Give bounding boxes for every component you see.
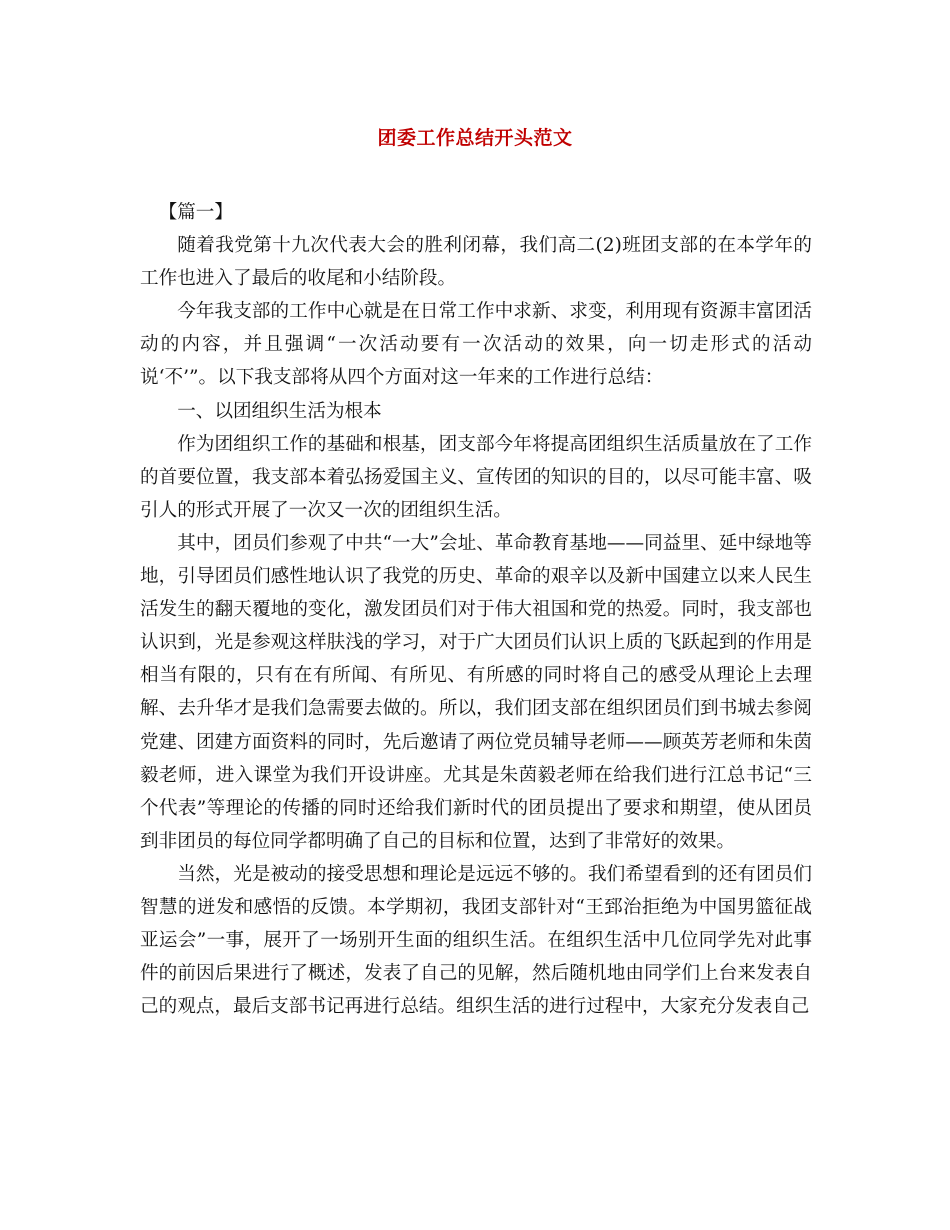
paragraph-4: 其中，团员们参观了中共“一大”会址、革命教育基地——同益里、延中绿地等地，引导团员们感性地认识了我党的历史、革命的艰辛以及新中国建立以来人民生活发生的翻天覆地的变化，激发团员们对于伟大祖国和党的热爱。同时，我支部也认识到，光是参观这样肤浅的学习，对于广大团员们认识上质的飞跃起到的作用是相当有限的，只有在有所闻、有所见、有所感的同时将自己的感受从理论上去理解、去升华才是我们急需要去做的。所以，我们团支部在组织团员们到书城去参阅党建、团建方面资料的同时，先后邀请了两位党员辅导老师——顾英芳老师和朱茵毅老师，进入课堂为我们开设讲座。尤其是朱茵毅老师在给我们进行江总书记“三个代表”等理论的传播的同时还给我们新时代的团员提出了要求和期望，使从团员到非团员的每位同学都明确了自己的目标和位置，达到了非常好的效果。 [140,532,812,852]
paragraph-1: 随着我党第十九次代表大会的胜利闭幕，我们高二(2)班团支部的在本学年的工作也进入了最后的收尾和小结阶段。 [140,235,812,290]
paragraph-3: 作为团组织工作的基础和根基，团支部今年将提高团组织生活质量放在了工作的首要位置，我支部本着弘扬爱国主义、宣传团的知识的目的，以尽可能丰富、吸引人的形式开展了一次又一次的团组织生活。 [140,433,812,521]
paragraph-5: 当然，光是被动的接受思想和理论是远远不够的。我们希望看到的还有团员们智慧的迸发和感悟的反馈。本学期初，我团支部针对“王郅治拒绝为中国男篮征战亚运会”一事，展开了一场别开生面的组织生活。在组织生活中几位同学先对此事件的前因后果进行了概述，发表了自己的见解，然后随机地由同学们上台来发表自己的观点，最后支部书记再进行总结。组织生活的进行过程中，大家充分发表自己 [140,863,812,1018]
document-body [140,196,812,1023]
paragraph-2: 今年我支部的工作中心就是在日常工作中求新、求变，利用现有资源丰富团活动的内容，并且强调“一次活动要有一次活动的效果，向一切走形式的活动说‘不’”。以下我支部将从四个方面对这一年来的工作进行总结： [140,301,812,389]
document-title: 团委工作总结开头范文 [377,127,573,149]
section-heading-1: 一、以团组织生活为根本 [177,400,382,422]
section-label: 【篇一】 [158,202,233,223]
